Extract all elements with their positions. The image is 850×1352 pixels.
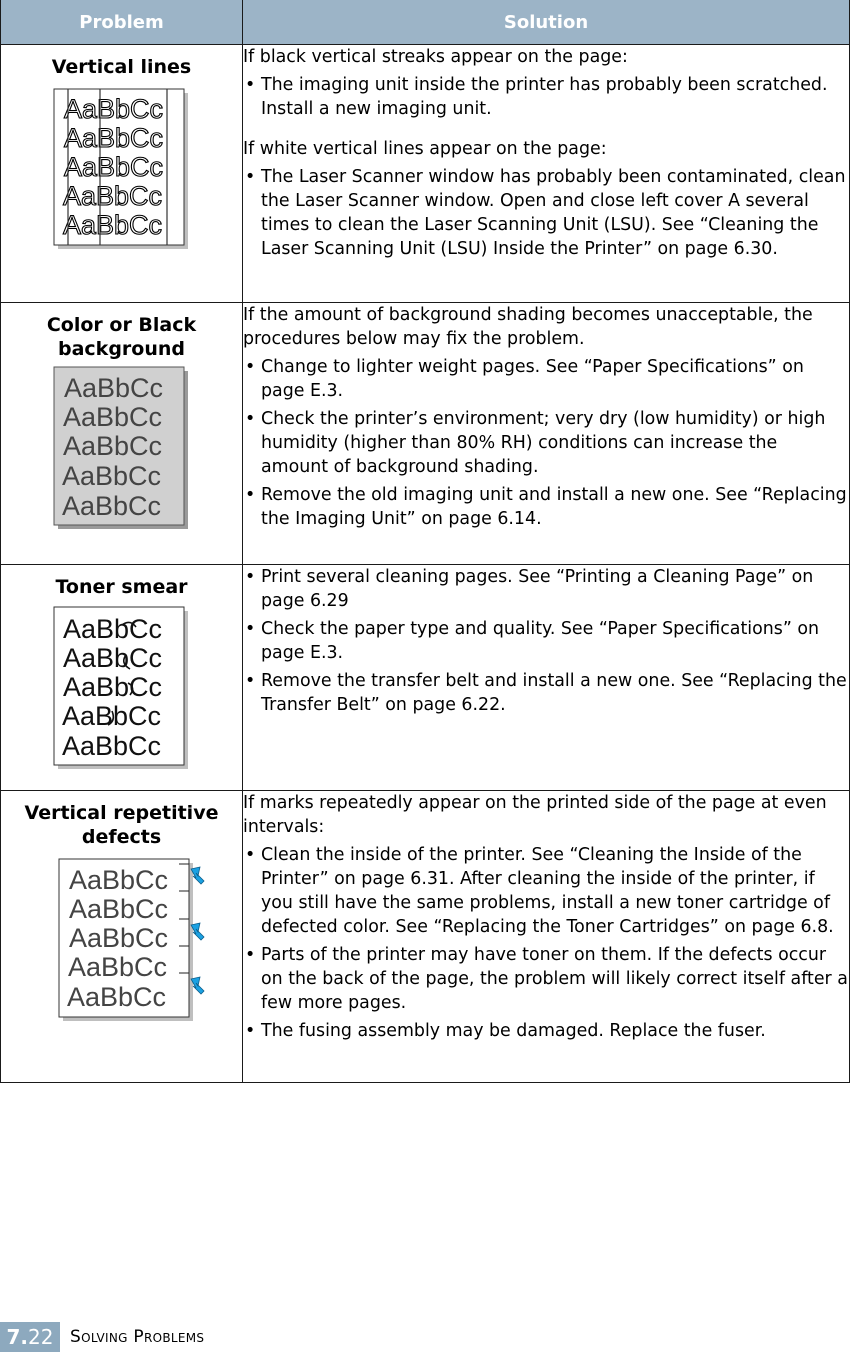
- solution-list: [243, 565, 849, 717]
- solution-list: [243, 843, 849, 1043]
- column-header-problem: Problem: [1, 0, 243, 45]
- problem-title: Color or Black background: [46, 314, 197, 360]
- problem-cell: [1, 791, 243, 1083]
- solution-intro: If black vertical streaks appear on the page:: [243, 47, 628, 67]
- solution-cell: [243, 565, 850, 791]
- toner-smear-sample-illustration: [52, 605, 192, 773]
- sample-text-line: AaBbCc: [69, 894, 169, 924]
- solution-bullet: • Check the printer’s environment; very dry (low humidity) or high humidity (higher than 80% RH) conditions can increase the amount of background shading.: [243, 407, 849, 479]
- table-header-row: [1, 0, 850, 45]
- solution-bullet: • The fusing assembly may be damaged. Replace the fuser.: [243, 1019, 849, 1043]
- sample-text-line: AaBbCc: [62, 431, 162, 461]
- solution-bullet: • Remove the old imaging unit and install a new one. See “Replacing the Imaging Unit” on page 6.14.: [243, 483, 849, 531]
- sample-text-line: AaBbCc: [67, 982, 167, 1012]
- page-number-minor: 22: [28, 1325, 54, 1349]
- page-number-major: 7.: [6, 1325, 29, 1349]
- problem-cell: [1, 303, 243, 565]
- solution-bullet: • Check the paper type and quality. See “Paper Specifications” on page E.3.: [243, 617, 849, 665]
- sample-text-line: AaBbCc: [62, 672, 162, 702]
- problem-cell: [1, 565, 243, 791]
- solution-list: [243, 165, 849, 261]
- problem-title: Vertical lines: [51, 56, 192, 78]
- sample-text-line: AaBbCc: [62, 402, 162, 432]
- solution-bullet: • The Laser Scanner window has probably been contaminated, clean the Laser Scanner window. Open and close left cover A several times to clean the Laser Scanning Unit (LSU). See “Cleaning the Laser Scanning Unit (LSU) Inside the Printer” on page 6.30.: [243, 165, 849, 261]
- column-header-solution: Solution: [243, 0, 850, 45]
- solution-intro: If marks repeatedly appear on the printed side of the page at even intervals:: [243, 793, 827, 837]
- sample-text-line: AaBbCc: [62, 643, 162, 673]
- solution-list: [243, 355, 849, 531]
- sample-text-line: AaBbCc: [63, 123, 163, 153]
- page-footer: [0, 1322, 850, 1352]
- solution-bullet: • Remove the transfer belt and install a new one. See “Replacing the Transfer Belt” on page 6.22.: [243, 669, 849, 717]
- sample-text-line: AaBbCc: [63, 94, 163, 124]
- sample-text-line: AaBbCc: [61, 701, 161, 731]
- sample-text-line: AaBbCc: [61, 491, 161, 521]
- chapter-title: Solving Problems: [70, 1327, 205, 1347]
- problem-title: Vertical repetitive defects: [24, 802, 219, 848]
- solution-bullet: • Parts of the printer may have toner on them. If the defects occur on the back of the page, the problem will likely correct itself after a few more pages.: [243, 943, 849, 1015]
- sample-text-line: AaBbCc: [61, 731, 161, 761]
- solution-intro: If the amount of background shading becomes unacceptable, the procedures below may fix the problem.: [243, 305, 813, 349]
- solution-bullet: • Change to lighter weight pages. See “Paper Specifications” on page E.3.: [243, 355, 849, 403]
- vertical-lines-sample-illustration: [52, 87, 192, 251]
- problem-cell: [1, 45, 243, 303]
- table-row: [1, 565, 850, 791]
- sample-text-line: AaBbCc: [61, 461, 161, 491]
- background-shading-sample-illustration: [52, 365, 192, 533]
- problem-title: Toner smear: [55, 576, 188, 598]
- sample-text-line: AaBbCc: [62, 210, 162, 240]
- table-row: [1, 303, 850, 565]
- sample-text-line: AaBbCc: [62, 181, 162, 211]
- table-row: [1, 791, 850, 1083]
- sample-text-line: AaBbCc: [63, 373, 163, 403]
- solution-list: [243, 73, 849, 121]
- solution-bullet: • Print several cleaning pages. See “Printing a Cleaning Page” on page 6.29: [243, 565, 849, 613]
- sample-text-line: AaBbCc: [69, 923, 169, 953]
- solution-cell: [243, 45, 850, 303]
- page-number-box: [0, 1322, 60, 1352]
- sample-text-line: AaBbCc: [63, 152, 163, 182]
- repetitive-defects-sample-illustration: [57, 857, 217, 1025]
- solution-intro: If white vertical lines appear on the page:: [243, 139, 607, 159]
- sample-text-line: AaBbCc: [62, 614, 162, 644]
- sample-text-line: AaBbCc: [69, 865, 169, 895]
- solution-bullet: • The imaging unit inside the printer has probably been scratched. Install a new imaging unit.: [243, 73, 849, 121]
- sample-text-line: AaBbCc: [68, 952, 168, 982]
- table-row: [1, 45, 850, 303]
- solution-bullet: • Clean the inside of the printer. See “Cleaning the Inside of the Printer” on page 6.31. After cleaning the inside of the printer, if you still have the same problems, install a new toner cartridge of defected color. See “Replacing the Toner Cartridges” on page 6.8.: [243, 843, 849, 939]
- solution-cell: [243, 791, 850, 1083]
- solution-cell: [243, 303, 850, 565]
